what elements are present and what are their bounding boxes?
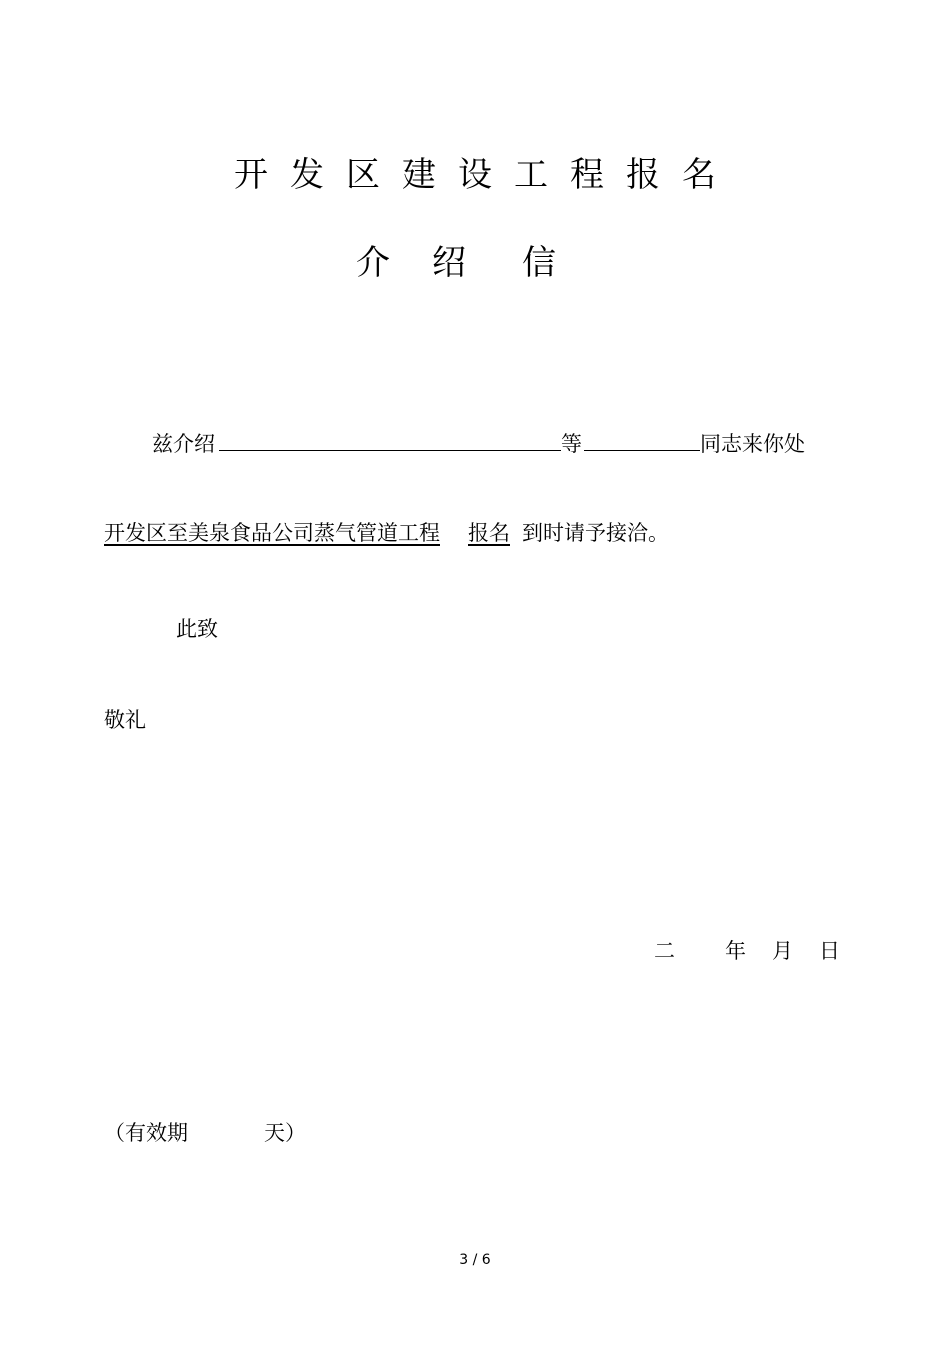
date-year: 年 — [725, 939, 746, 963]
validity-suffix: 天） — [264, 1121, 306, 1145]
title-char-1: 介 — [356, 243, 390, 283]
date-day: 日 — [819, 939, 840, 963]
project-name: 开发区至美泉食品公司蒸气管道工程 报名 — [104, 521, 510, 545]
date-prefix: 二 — [654, 939, 675, 963]
title-line-1: 开发区建设工程报名 — [234, 155, 738, 195]
title-char-3: 信 — [522, 243, 556, 283]
validity-prefix: （有效期 — [104, 1121, 188, 1145]
validity-line — [104, 1118, 306, 1148]
intro-prefix: 兹介绍 — [152, 432, 215, 456]
count-blank — [584, 428, 700, 451]
intro-mid: 等 — [561, 432, 582, 456]
closing-line-2: 敬礼 — [104, 708, 146, 732]
intro-suffix: 同志来你处 — [700, 432, 805, 456]
page-number: 3 / 6 — [459, 1252, 491, 1268]
project-line — [104, 518, 669, 548]
title-char-2: 绍 — [432, 243, 466, 283]
date-line — [654, 936, 840, 966]
project-suffix: 到时请予接洽。 — [522, 521, 669, 545]
name-blank — [219, 428, 561, 451]
intro-line — [152, 428, 805, 459]
closing-line-1: 此致 — [176, 617, 218, 641]
date-month: 月 — [772, 939, 793, 963]
